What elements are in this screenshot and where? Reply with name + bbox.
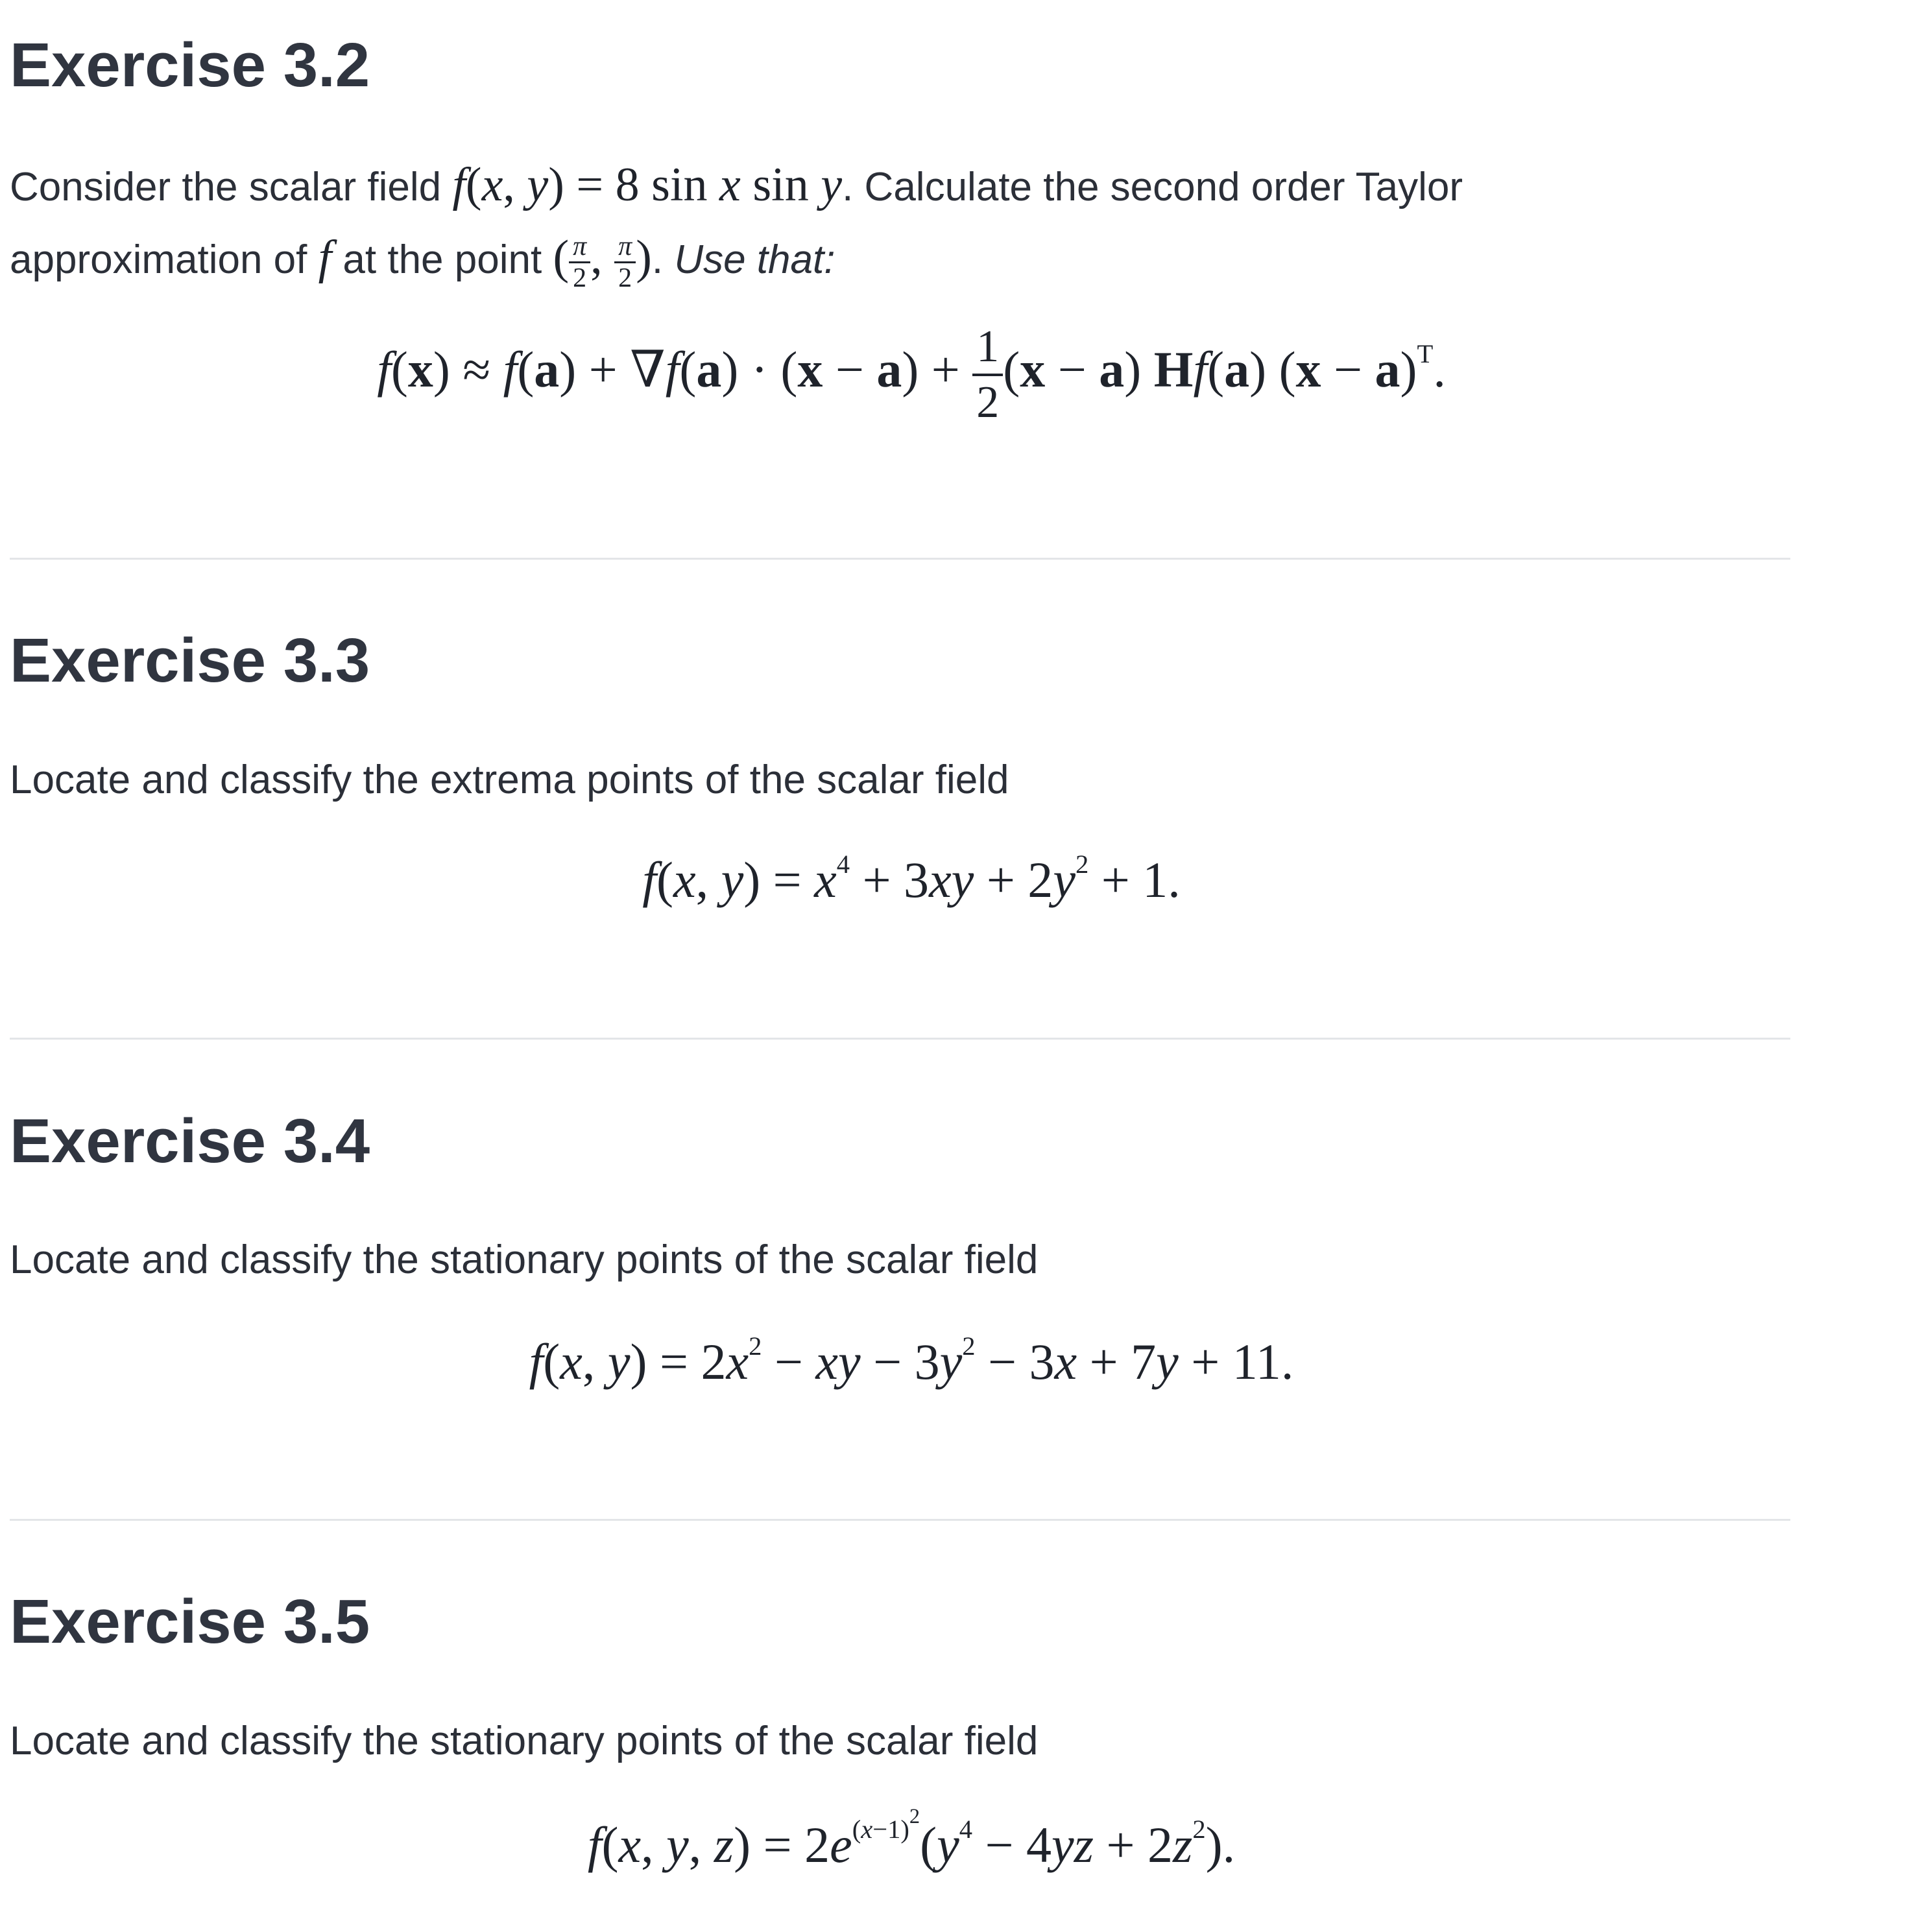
- math-point: ( $\frac{\pi}{2}$ , $\frac{\pi}{2}$ ): [553, 231, 652, 293]
- section-divider: [10, 558, 1790, 560]
- section-divider: [10, 1038, 1790, 1040]
- prompt-text: . Calculate the second order Taylor: [842, 165, 1463, 209]
- prompt-italic-text: Use that:: [674, 237, 835, 282]
- exercise-prompt-line-2: [10, 222, 835, 296]
- prompt-text: approximation of: [10, 237, 307, 282]
- math-scalar-field: f(x, y) = 8 sin x sin y: [452, 158, 843, 211]
- prompt-text: .: [651, 237, 664, 282]
- scalar-field-equation: f(x, $y) = x^4 + 3xy + 2y^2 + 1$.: [642, 849, 1181, 908]
- exercise-title: Exercise 3.2: [10, 30, 370, 100]
- scalar-field-equation: f(x, y, $z) = 2e^{(x-1)^2}(y^4 - 4yz + 2z^2)$.: [587, 1805, 1236, 1873]
- prompt-text: Consider the scalar field: [10, 165, 442, 209]
- scalar-field-equation: f(x, $y) = 2x^2$ − xy − $3y^2 - 3x + 7y + 11$.: [529, 1331, 1294, 1390]
- exercise-prompt: Locate and classify the stationary points of the scalar field: [10, 1719, 1039, 1763]
- exercise-prompt: Locate and classify the extrema points of the scalar field: [10, 757, 1009, 802]
- exercise-title: Exercise 3.5: [10, 1587, 370, 1656]
- prompt-text: at the point: [343, 237, 542, 282]
- exercise-prompt-line-1: [10, 149, 1463, 223]
- math-f-symbol: f: [318, 231, 332, 284]
- exercise-prompt: Locate and classify the stationary points of the scalar field: [10, 1237, 1039, 1282]
- taylor-formula: f(x) ≈ f(a) + ∇f(a) · (x − a) + $\frac{1}{2}$ (x − a) Hf(a) $(x - a)^T$.: [377, 322, 1446, 427]
- section-divider: [10, 1519, 1790, 1521]
- exercise-title: Exercise 3.4: [10, 1106, 370, 1176]
- exercise-title: Exercise 3.3: [10, 626, 370, 695]
